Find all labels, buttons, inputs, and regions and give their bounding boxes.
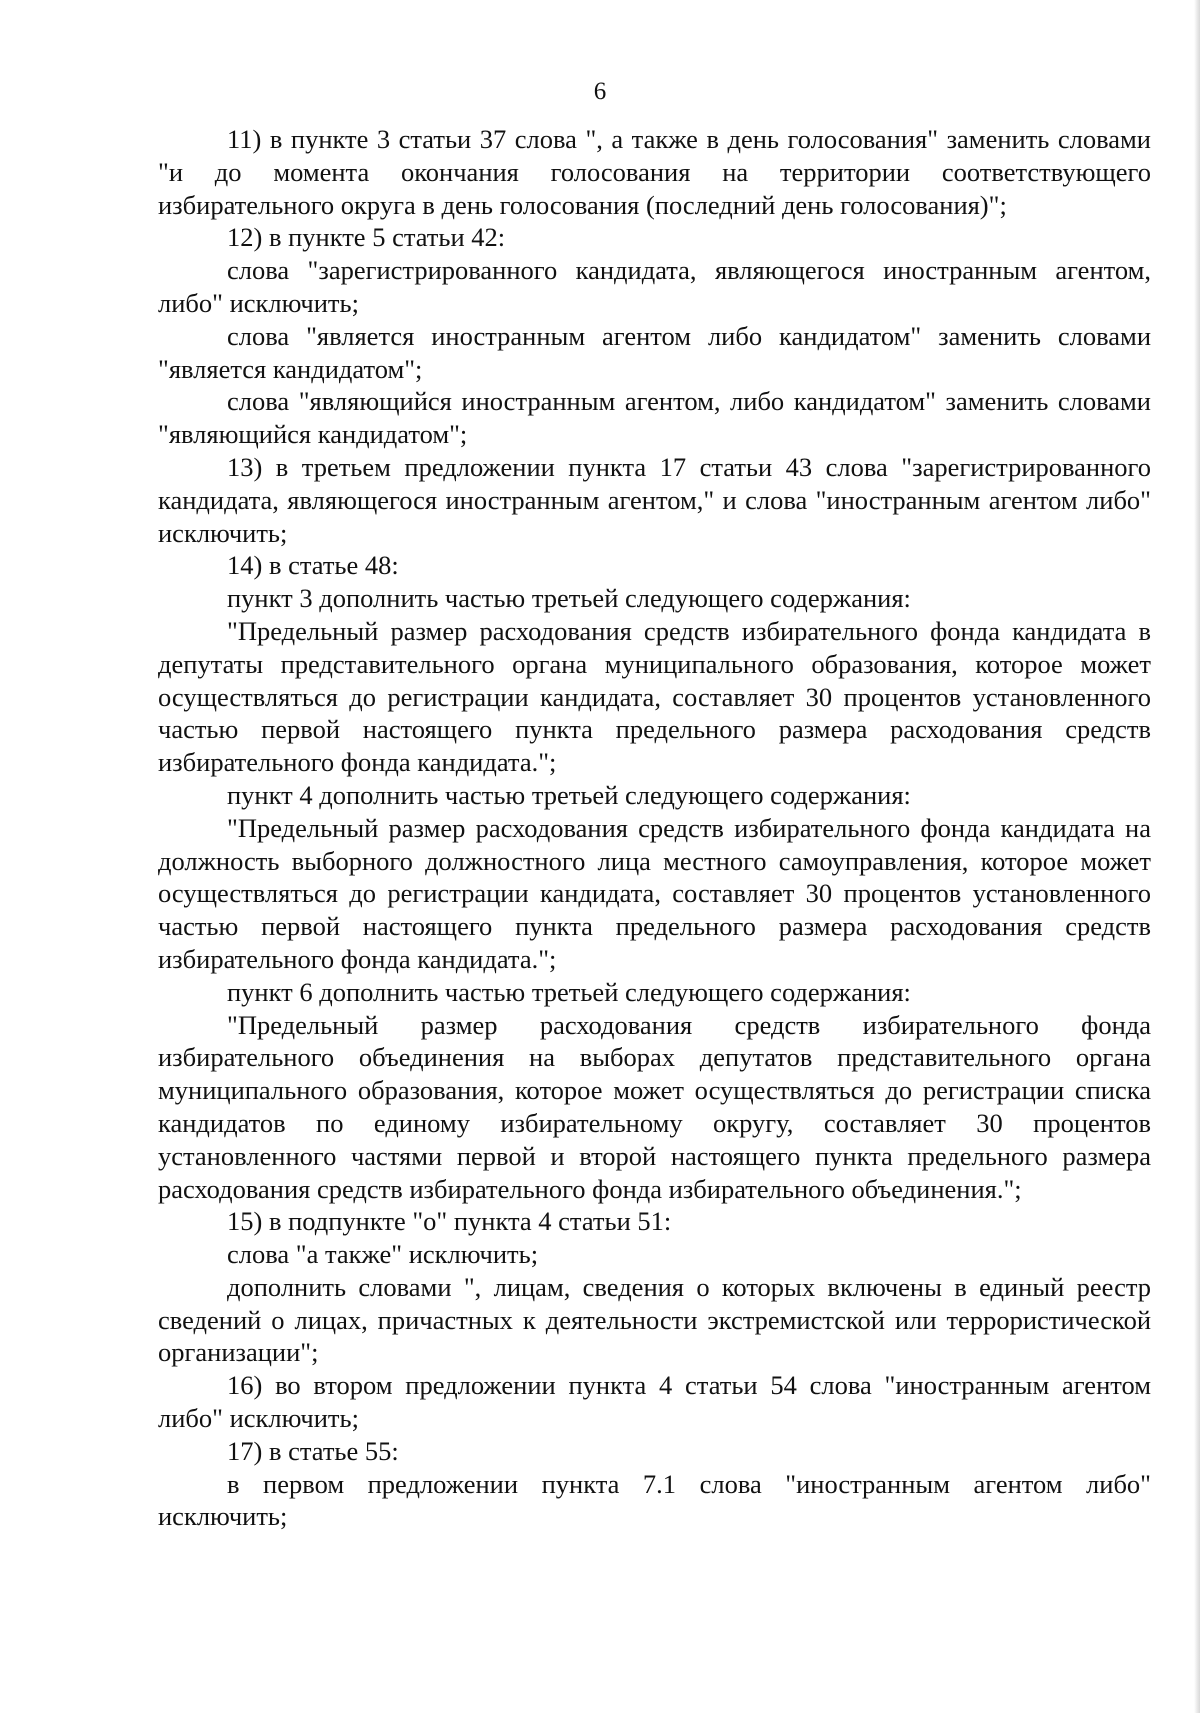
paragraph-12: 12) в пункте 5 статьи 42: xyxy=(227,222,506,253)
document-body xyxy=(158,123,1151,1533)
paragraph-14-point-4-text: "Предельный размер расходования средств избирательного фонда кандидата на должность выборного должностного лица местного самоуправления, которое может осуществляться до регистрации кандидата, составляет 30 процентов установленного частью первой настоящего пункта предельного размера расходования средств избирательного фонда кандидата."; xyxy=(158,812,1151,974)
paragraph-15-b: дополнить словами ", лицам, сведения о которых включены в единый реестр сведений о лицах, причастных к деятельности экстремистской или террористической организации"; xyxy=(158,1271,1151,1368)
paragraph-17: 17) в статье 55: xyxy=(227,1435,399,1466)
scan-edge-shadow xyxy=(1194,0,1200,1713)
paragraph-12-a: слова "зарегистрированного кандидата, являющегося иностранным агентом, либо" исключить; xyxy=(158,255,1151,318)
paragraph-14-point-3-text: "Предельный размер расходования средств избирательного фонда кандидата в депутаты представительного органа муниципального образования, которое может осуществляться до регистрации кандидата, составляет 30 процентов установленного частью первой настоящего пункта предельного размера расходования средств избирательного фонда кандидата."; xyxy=(158,615,1151,778)
paragraph-13: 13) в третьем предложении пункта 17 статьи 43 слова "зарегистрированного кандидата, являющегося иностранным агентом," и слова "иностранным агентом либо" исключить; xyxy=(158,451,1151,548)
paragraph-17-a: в первом предложении пункта 7.1 слова "иностранным агентом либо" исключить; xyxy=(158,1468,1151,1532)
page-number: 6 xyxy=(593,78,607,105)
paragraph-14-point-3: пункт 3 дополнить частью третьей следующего содержания: xyxy=(227,583,911,614)
paragraph-15: 15) в подпункте "о" пункта 4 статьи 51: xyxy=(227,1206,672,1237)
paragraph-16: 16) во втором предложении пункта 4 статьи 54 слова "иностранным агентом либо" исключить; xyxy=(158,1370,1151,1434)
paragraph-14-point-4: пункт 4 дополнить частью третьей следующего содержания: xyxy=(227,779,911,810)
paragraph-11: 11) в пункте 3 статьи 37 слова ", а также в день голосования" заменить словами "и до момента окончания голосования на территории соответствующего избирательного округа в день голосования (последний день голосования)"; xyxy=(158,124,1151,220)
paragraph-15-a: слова "а также" исключить; xyxy=(227,1239,539,1270)
paragraph-14-point-6: пункт 6 дополнить частью третьей следующего содержания: xyxy=(227,976,911,1007)
paragraph-14: 14) в статье 48: xyxy=(227,550,399,581)
paragraph-12-b: слова "является иностранным агентом либо кандидатом" заменить словами "является кандидатом"; xyxy=(158,320,1151,384)
paragraph-14-point-6-text: "Предельный размер расходования средств избирательного фонда избирательного объединения на выборах депутатов представительного органа муниципального образования, которое может осуществляться до регистрации списка кандидатов по единому избирательному округу, составляет 30 процентов установленного частями первой и второй настоящего пункта предельного размера расходования средств избирательного фонда избирательного объединения."; xyxy=(158,1009,1151,1204)
paragraph-12-c: слова "являющийся иностранным агентом, либо кандидатом" заменить словами "являющийся кандидатом"; xyxy=(158,386,1151,450)
